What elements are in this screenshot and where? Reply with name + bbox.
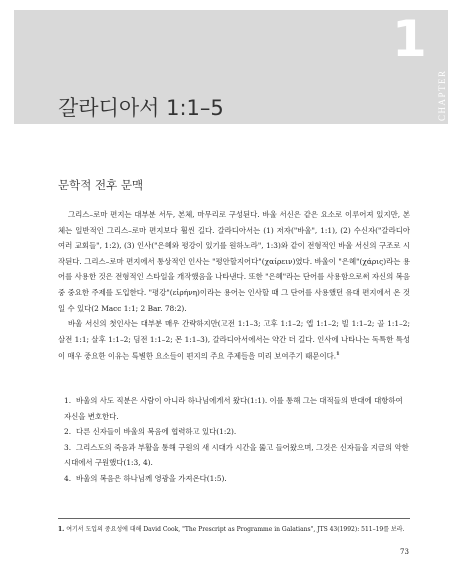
list-item: 3. 그리스도의 죽음과 부활을 통해 구원의 새 시대가 시간을 뚫고 들어왔으며, 그것은 신자들을 지금의 악한 시대에서 구원했다(1:3, 4). [64, 442, 409, 468]
footnote-marker: 1 [336, 351, 340, 358]
numbered-list [64, 393, 409, 487]
paragraph: 바울 서신의 첫인사는 대부분 매우 간략하지만(고전 1:1–3; 고후 1:1–2; 엡 1:1–2; 빌 1:1–2; 골 1:1–2; 살전 1:1; 살후 1:1–2; 딤전 1:1–2; 몬 1:1–3), 갈라디아서에서는 약간 더 길다. 인사에 나타나는 독특한 특성이 매우 중요한 이유는 특별한 요소들이 편지의 주요 주제들을 미리 보여주기 때문이다.$^1$ [58, 319, 410, 361]
list-item: 1. 바울의 사도 직분은 사람이 아니라 하나님에게서 왔다(1:1). 이를 통해 그는 대적들의 반대에 대항하여 자신을 변호한다. [64, 396, 403, 421]
footnote [58, 524, 410, 535]
section-heading: 문학적 전후 문맥 [58, 178, 144, 192]
body-text [58, 207, 410, 364]
chapter-label: CHAPTER [437, 69, 447, 121]
list-item: 2. 다른 신자들이 바울의 복음에 협력하고 있다(1:2). [64, 427, 237, 437]
chapter-number: 1 [392, 10, 427, 68]
chapter-title: 갈라디아서 1:1–5 [58, 96, 224, 120]
list-item: 4. 바울의 복음은 하나님께 영광을 가져온다(1:5). [64, 473, 227, 483]
footnote-number: 1. [58, 526, 65, 533]
page-number: 73 [400, 548, 409, 556]
footnote-divider [58, 518, 410, 519]
paragraph: 그리스–로마 편지는 대부분 서두, 본체, 마무리로 구성된다. 바울 서신은 같은 요소로 이루어져 있지만, 본체는 일반적인 그리스–로마 편지보다 훨씬 길다. 갈라디아서는 (1) 저자("바울", 1:1), (2) 수신자("갈라디아 여러 교회들", 1:2), (3) 인사("은혜와 평강이 있기를 원하노라", 1:3)와 같이 전형적인 바울 서신의 구조로 시작된다. 그리스–로마 편지에서 통상적인 인사는 "평안할지어다"(χαίρειν)였다. 바울이 "은혜"(χάρις)라는 용어를 사용한 것은 전형적인 스타일을 개작했음을 나타낸다. 또한 "은혜"라는 단어를 사용함으로써 자신의 복음 중 중요한 주제를 도입한다. "평강"(εἰρήνη)이라는 용어는 인사할 때 그 단어를 사용했던 유대 편지에서 온 것일 수 있다(2 Macc 1:1; 2 Bar. 78:2). [58, 210, 410, 313]
footnote-text: 여기서 도입의 중요성에 대해 David Cook, "The Prescript as Programme in Galatians", JTS 43(1992): 511–19를 보라. [66, 526, 405, 533]
